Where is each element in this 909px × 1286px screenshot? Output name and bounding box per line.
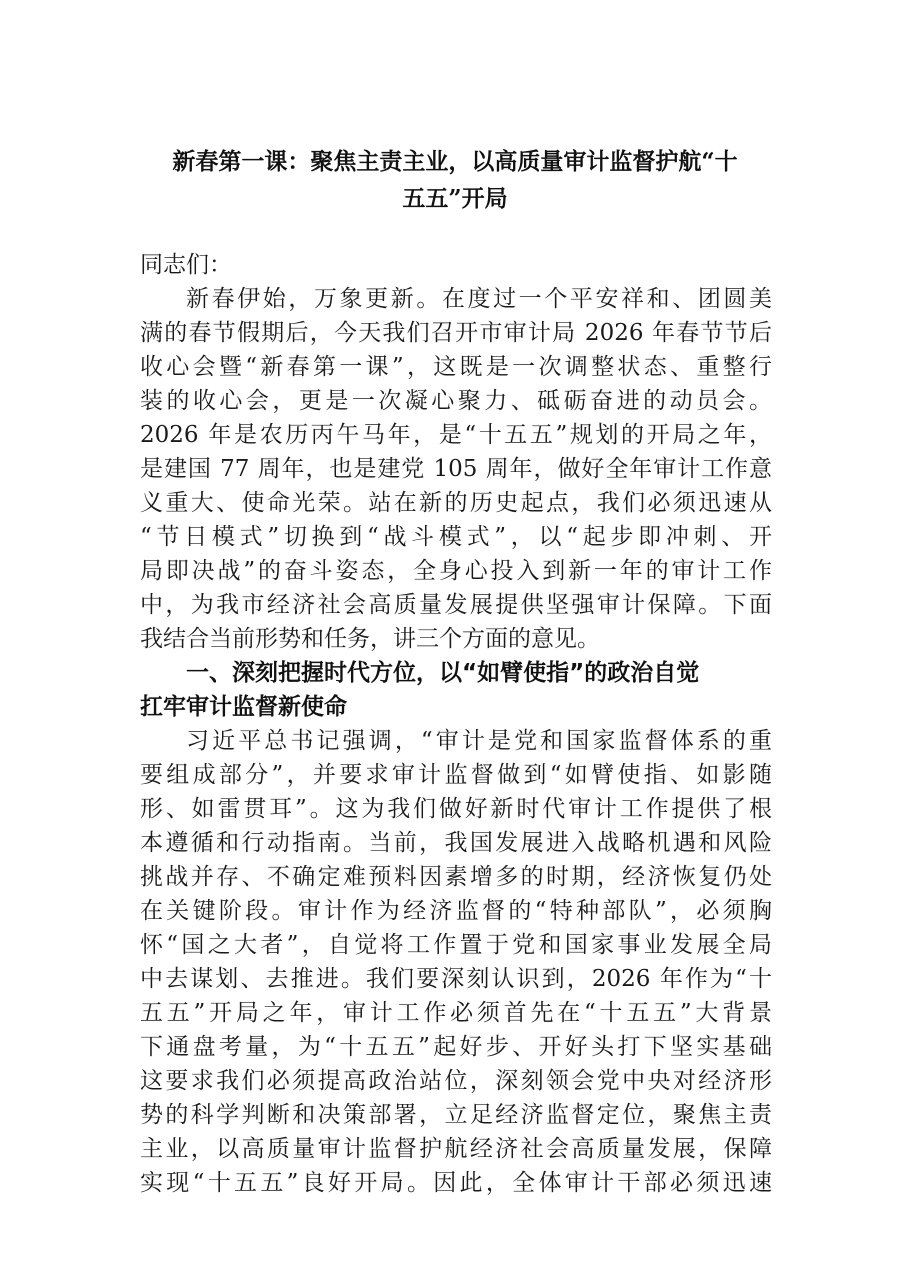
paragraph-line: 我结合当前形势和任务，讲三个方面的意见。 [140,626,600,652]
paragraph-line: 本遵循和行动指南。当前，我国发展进入战略机遇和风险 [140,830,772,856]
document-title-line-2: 五五”开局 [402,185,508,212]
paragraph-line: 怀“国之大者”，自觉将工作置于党和国家事业发展全局 [140,932,772,958]
paragraph-line: 装的收心会，更是一次凝心聚力、砥砺奋进的动员会。 [140,388,772,414]
paragraph-line: 中去谋划、去推进。我们要深刻认识到，2026 年作为“十 [140,966,772,992]
paragraph-line: 这要求我们必须提高政治站位，深刻领会党中央对经济形 [140,1068,772,1094]
paragraph-line: 习近平总书记强调，“审计是党和国家监督体系的重 [186,728,772,754]
paragraph-line: 下通盘考量，为“十五五”起好步、开好头打下坚实基础 [140,1034,772,1060]
paragraph-line: 五五”开局之年，审计工作必须首先在“十五五”大背景 [140,1000,772,1026]
paragraph-line: 局即决战”的奋斗姿态，全身心投入到新一年的审计工作 [140,558,772,584]
document-title-line-1: 新春第一课：聚焦主责主业，以高质量审计监督护航“十 [172,148,738,175]
paragraph-line: 挑战并存、不确定难预料因素增多的时期，经济恢复仍处 [140,864,772,890]
paragraph-line: 在关键阶段。审计作为经济监督的“特种部队”，必须胸 [140,898,772,924]
paragraph-line: 形、如雷贯耳”。这为我们做好新时代审计工作提供了根 [140,796,772,822]
paragraph-line: 主业，以高质量审计监督护航经济社会高质量发展，保障 [140,1136,772,1162]
paragraph-line: 是建国 77 周年，也是建党 105 周年，做好全年审计工作意 [140,456,772,482]
section-heading-1-line-1: 一、深刻把握时代方位，以“如臂使指”的政治自觉 [186,660,700,686]
paragraph-line: “节日模式”切换到“战斗模式”，以“起步即冲刺、开 [140,524,772,550]
paragraph-line: 满的春节假期后，今天我们召开市审计局 2026 年春节节后 [140,320,772,346]
salutation: 同志们： [140,252,232,278]
paragraph-line: 收心会暨“新春第一课”，这既是一次调整状态、重整行 [140,354,772,380]
paragraph-line: 义重大、使命光荣。站在新的历史起点，我们必须迅速从 [140,490,772,516]
paragraph-line: 新春伊始，万象更新。在度过一个平安祥和、团圆美 [186,286,772,312]
paragraph-line: 实现“十五五”良好开局。因此，全体审计干部必须迅速 [140,1170,772,1196]
paragraph-line: 要组成部分”，并要求审计监督做到“如臂使指、如影随 [140,762,772,788]
paragraph-line: 中，为我市经济社会高质量发展提供坚强审计保障。下面 [140,592,772,618]
section-heading-1-line-2: 扛牢审计监督新使命 [140,694,347,720]
paragraph-line: 势的科学判断和决策部署，立足经济监督定位，聚焦主责 [140,1102,772,1128]
paragraph-line: 2026 年是农历丙午马年，是“十五五”规划的开局之年， [140,422,772,448]
